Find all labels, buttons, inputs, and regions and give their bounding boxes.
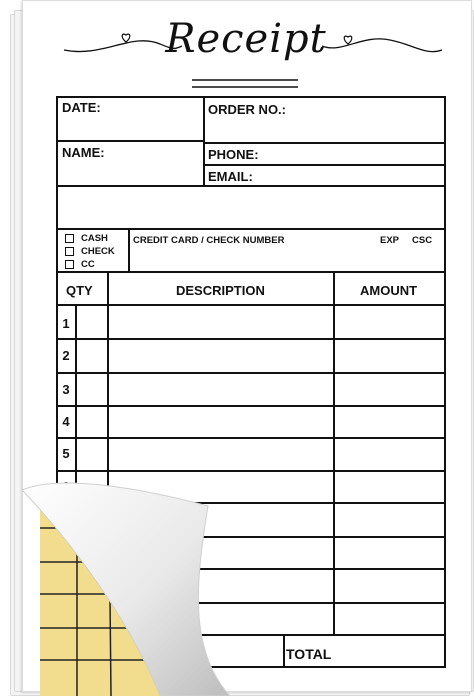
name-label: NAME: [62,145,105,160]
row-number: 2 [62,348,70,363]
credit-card-label: CREDIT CARD / CHECK NUMBER [133,235,285,246]
row-number: 3 [62,382,70,397]
qty-header: QTY [66,283,93,298]
receipt-title: Receipt [165,16,327,62]
order-no-label: ORDER NO.: [208,102,286,117]
row-number: 1 [62,316,70,331]
total-label: TOTAL [286,646,332,662]
row-number: 5 [62,446,70,461]
phone-label: PHONE: [208,147,259,162]
check-checkbox[interactable] [65,247,74,256]
csc-label: CSC [412,235,433,246]
cash-checkbox[interactable] [65,234,74,243]
row-number: 4 [62,414,70,429]
description-header: DESCRIPTION [176,283,265,298]
check-label: CHECK [81,246,115,257]
amount-header: AMOUNT [360,283,418,298]
exp-label: EXP [380,235,400,246]
date-label: DATE: [62,100,101,115]
cc-checkbox[interactable] [65,260,74,269]
email-label: EMAIL: [208,169,253,184]
cc-label: CC [81,259,95,270]
cash-label: CASH [81,233,108,244]
page-curl-carbon-copy [0,470,250,696]
